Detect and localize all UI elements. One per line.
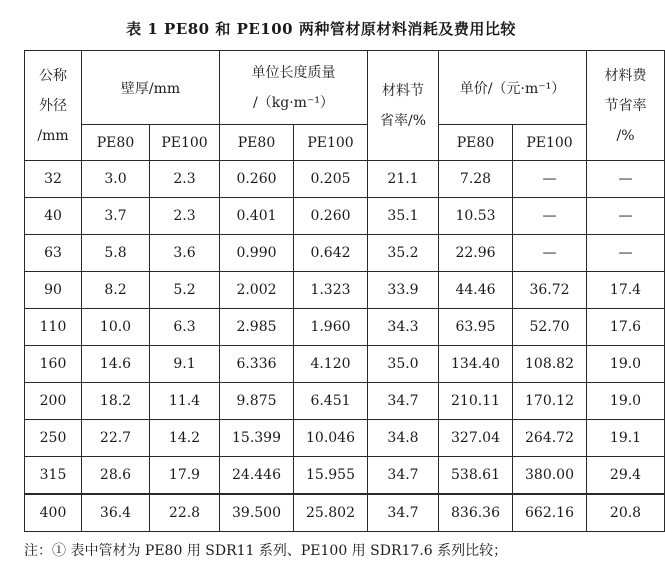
cell-diameter: 160 [25, 346, 82, 383]
cell-price-pe100: 108.82 [513, 346, 587, 383]
cell-cost-saving: — [587, 198, 665, 235]
cell-price-pe80: 22.96 [439, 235, 513, 272]
cell-wall-pe100: 3.6 [150, 235, 220, 272]
cell-price-pe80: 63.95 [439, 309, 513, 346]
cell-wall-pe100: 5.2 [150, 272, 220, 309]
cell-cost-saving: 19.1 [587, 420, 665, 457]
cell-mass-pe100: 1.323 [294, 272, 368, 309]
cell-price-pe100: 380.00 [513, 457, 587, 494]
cell-mass-pe80: 15.399 [220, 420, 294, 457]
cell-material-saving: 34.8 [368, 420, 439, 457]
cell-material-saving: 34.7 [368, 494, 439, 532]
cell-price-pe100: 170.12 [513, 383, 587, 420]
cell-wall-pe100: 17.9 [150, 457, 220, 494]
footnote: 注：① 表中管材为 PE80 用 SDR11 系列、PE100 用 SDR17.6 系列比较； [24, 543, 508, 559]
cell-mass-pe80: 2.985 [220, 309, 294, 346]
cell-wall-pe80: 5.8 [82, 235, 150, 272]
header-unit-price: 单价/（元·m⁻¹） [439, 51, 587, 125]
cell-wall-pe80: 10.0 [82, 309, 150, 346]
cell-wall-pe80: 3.0 [82, 161, 150, 198]
header-cost-saving-line-3: /% [616, 127, 635, 144]
cell-price-pe80: 538.61 [439, 457, 513, 494]
cell-diameter: 250 [25, 420, 82, 457]
cell-material-saving: 35.1 [368, 198, 439, 235]
cell-wall-pe80: 18.2 [82, 383, 150, 420]
cell-mass-pe80: 2.002 [220, 272, 294, 309]
table-row [25, 235, 665, 272]
cell-mass-pe100: 25.802 [294, 494, 368, 532]
cell-mass-pe80: 0.260 [220, 161, 294, 198]
header-cost-saving-line-2: 节省率 [604, 97, 647, 114]
cell-mass-pe100: 0.260 [294, 198, 368, 235]
cell-wall-pe100: 22.8 [150, 494, 220, 532]
table-title: 表 1 PE80 和 PE100 两种管材原材料消耗及费用比较 [126, 20, 516, 38]
comparison-table [24, 50, 665, 532]
cell-cost-saving: 20.8 [587, 494, 665, 532]
header-nominal-diameter [25, 51, 82, 161]
cell-material-saving: 35.2 [368, 235, 439, 272]
cell-price-pe100: — [513, 161, 587, 198]
cell-wall-pe100: 2.3 [150, 198, 220, 235]
cell-diameter: 90 [25, 272, 82, 309]
cell-mass-pe80: 0.990 [220, 235, 294, 272]
cell-material-saving: 34.7 [368, 457, 439, 494]
cell-cost-saving: — [587, 235, 665, 272]
cell-wall-pe80: 36.4 [82, 494, 150, 532]
header-cost-saving-line-1: 材料费 [604, 67, 647, 84]
cell-mass-pe100: 0.642 [294, 235, 368, 272]
cell-diameter: 63 [25, 235, 82, 272]
cell-cost-saving: 19.0 [587, 346, 665, 383]
cell-cost-saving: 17.6 [587, 309, 665, 346]
cell-material-saving: 34.3 [368, 309, 439, 346]
header-nominal-diameter-line-3: /mm [37, 127, 69, 144]
table-row [25, 457, 665, 494]
cell-wall-pe80: 3.7 [82, 198, 150, 235]
cell-diameter: 315 [25, 457, 82, 494]
cell-price-pe100: 36.72 [513, 272, 587, 309]
cell-cost-saving: 17.4 [587, 272, 665, 309]
cell-material-saving: 34.7 [368, 383, 439, 420]
table-body [25, 161, 665, 532]
cell-price-pe100: 662.16 [513, 494, 587, 532]
table-row [25, 161, 665, 198]
table-row [25, 198, 665, 235]
cell-cost-saving: 29.4 [587, 457, 665, 494]
table-row [25, 272, 665, 309]
header-material-saving [368, 51, 439, 161]
cell-mass-pe80: 24.446 [220, 457, 294, 494]
subheader-wall-pe80: PE80 [82, 125, 150, 161]
cell-wall-pe80: 14.6 [82, 346, 150, 383]
cell-price-pe100: — [513, 235, 587, 272]
table-row [25, 346, 665, 383]
cell-price-pe100: 264.72 [513, 420, 587, 457]
cell-mass-pe80: 6.336 [220, 346, 294, 383]
cell-cost-saving: — [587, 161, 665, 198]
cell-price-pe80: 836.36 [439, 494, 513, 532]
cell-material-saving: 33.9 [368, 272, 439, 309]
cell-mass-pe100: 1.960 [294, 309, 368, 346]
subheader-price-pe80: PE80 [439, 125, 513, 161]
cell-mass-pe100: 4.120 [294, 346, 368, 383]
cell-price-pe80: 7.28 [439, 161, 513, 198]
cell-wall-pe100: 11.4 [150, 383, 220, 420]
cell-price-pe80: 134.40 [439, 346, 513, 383]
header-unit-mass-line-2: /（kg·m⁻¹） [253, 94, 334, 111]
cell-price-pe80: 210.11 [439, 383, 513, 420]
header-material-saving-line-2: 省率/% [379, 112, 427, 129]
table-row [25, 420, 665, 457]
cell-wall-pe100: 14.2 [150, 420, 220, 457]
cell-price-pe80: 44.46 [439, 272, 513, 309]
cell-mass-pe100: 15.955 [294, 457, 368, 494]
cell-mass-pe80: 0.401 [220, 198, 294, 235]
cell-mass-pe100: 6.451 [294, 383, 368, 420]
subheader-wall-pe100: PE100 [150, 125, 220, 161]
header-nominal-diameter-line-1: 公称 [39, 67, 67, 84]
subheader-mass-pe80: PE80 [220, 125, 294, 161]
cell-mass-pe100: 10.046 [294, 420, 368, 457]
subheader-price-pe100: PE100 [513, 125, 587, 161]
subheader-mass-pe100: PE100 [294, 125, 368, 161]
cell-wall-pe80: 8.2 [82, 272, 150, 309]
cell-wall-pe100: 9.1 [150, 346, 220, 383]
cell-price-pe100: — [513, 198, 587, 235]
header-unit-mass-line-1: 单位长度质量 [251, 64, 336, 81]
cell-material-saving: 21.1 [368, 161, 439, 198]
header-unit-mass [220, 51, 368, 125]
cell-wall-pe100: 6.3 [150, 309, 220, 346]
table-row [25, 309, 665, 346]
cell-wall-pe80: 28.6 [82, 457, 150, 494]
cell-diameter: 110 [25, 309, 82, 346]
header-material-saving-line-1: 材料节 [382, 82, 424, 99]
cell-mass-pe100: 0.205 [294, 161, 368, 198]
cell-mass-pe80: 9.875 [220, 383, 294, 420]
table-row [25, 383, 665, 420]
cell-wall-pe80: 22.7 [82, 420, 150, 457]
cell-wall-pe100: 2.3 [150, 161, 220, 198]
header-row-1 [25, 51, 665, 125]
cell-mass-pe80: 39.500 [220, 494, 294, 532]
cell-price-pe80: 10.53 [439, 198, 513, 235]
cell-diameter: 400 [25, 494, 82, 532]
cell-price-pe80: 327.04 [439, 420, 513, 457]
cell-diameter: 40 [25, 198, 82, 235]
header-row-2 [25, 125, 665, 161]
header-nominal-diameter-line-2: 外径 [39, 97, 67, 114]
cell-price-pe100: 52.70 [513, 309, 587, 346]
cell-diameter: 32 [25, 161, 82, 198]
cell-material-saving: 35.0 [368, 346, 439, 383]
cell-cost-saving: 19.0 [587, 383, 665, 420]
header-wall-thickness: 壁厚/mm [82, 51, 220, 125]
header-cost-saving [587, 51, 665, 161]
table-row [25, 494, 665, 532]
cell-diameter: 200 [25, 383, 82, 420]
